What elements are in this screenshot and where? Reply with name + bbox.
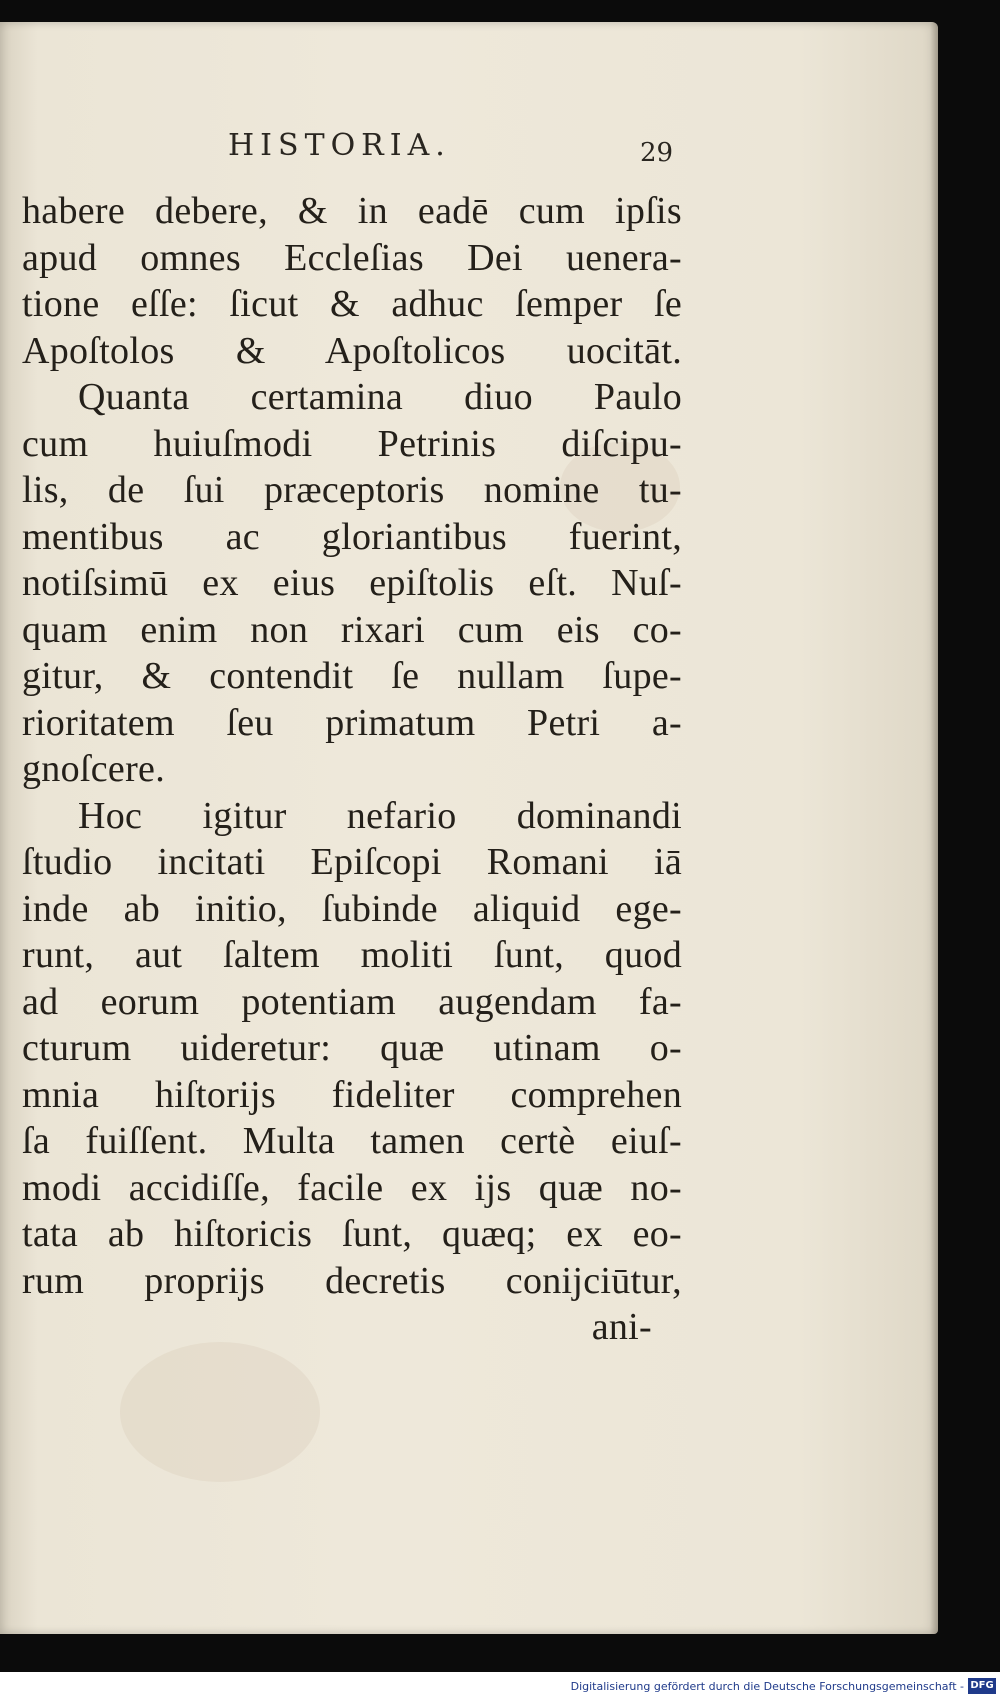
page-header	[0, 128, 700, 176]
text-line: notiſsimū ex eius epiſtolis eſt. Nuſ-	[22, 562, 682, 604]
text-line: habere debere, & in eadē cum ipſis	[22, 190, 682, 232]
text-line: mnia hiſtorijs fideliter comprehen	[22, 1073, 682, 1116]
text-line: tione eſſe: ſicut & adhuc ſemper ſe	[22, 283, 682, 325]
page-edge-shadow	[930, 22, 938, 1634]
text-line: Apoſtolos & Apoſtolicos uocitāt.	[22, 329, 682, 372]
catchword: ani-	[591, 1306, 652, 1348]
text-line: quam enim non rixari cum eis co-	[22, 608, 682, 651]
text-line: cturum uideretur: quæ utinam o-	[22, 1027, 682, 1069]
text-line: mentibus ac gloriantibus fuerint,	[22, 515, 682, 558]
text-line: runt, aut ſaltem moliti ſunt, quod	[22, 934, 682, 976]
funding-credit: Digitalisierung gefördert durch die Deutsche Forschungsgemeinschaft -	[570, 1680, 964, 1693]
text-line: gnoſcere.	[22, 748, 166, 790]
running-head: HISTORIA.	[228, 128, 451, 163]
digitization-footer	[0, 1672, 1000, 1702]
text-line: rioritatem ſeu primatum Petri a-	[22, 701, 682, 744]
text-line: ſtudio incitati Epiſcopi Romani iā	[22, 841, 682, 883]
text-line: Hoc igitur nefario dominandi	[78, 794, 682, 837]
dfg-logo: DFG	[968, 1678, 996, 1694]
text-line: modi accidiſſe, facile ex ijs quæ no-	[22, 1166, 682, 1209]
book-page	[0, 22, 938, 1634]
page-number: 29	[640, 138, 674, 168]
text-line: tata ab hiſtoricis ſunt, quæq; ex eo-	[22, 1213, 682, 1255]
text-line: gitur, & contendit ſe nullam ſupe-	[22, 655, 682, 697]
text-line: lis, de ſui præceptoris nomine tu-	[22, 469, 682, 511]
paper-stain	[120, 1342, 320, 1482]
text-line: ad eorum potentiam augendam fa-	[22, 980, 682, 1023]
text-line: cum huiuſmodi Petrinis diſcipu-	[22, 422, 682, 465]
text-line: rum proprijs decretis conijciūtur,	[22, 1259, 682, 1302]
text-line: inde ab initio, ſubinde aliquid ege-	[22, 887, 682, 930]
body-text	[22, 188, 682, 1351]
text-line: apud omnes Eccleſias Dei uenera-	[22, 236, 682, 279]
text-line: ſa fuiſſent. Multa tamen certè eiuſ-	[22, 1120, 682, 1162]
text-line: Quanta certamina diuo Paulo	[78, 376, 682, 418]
